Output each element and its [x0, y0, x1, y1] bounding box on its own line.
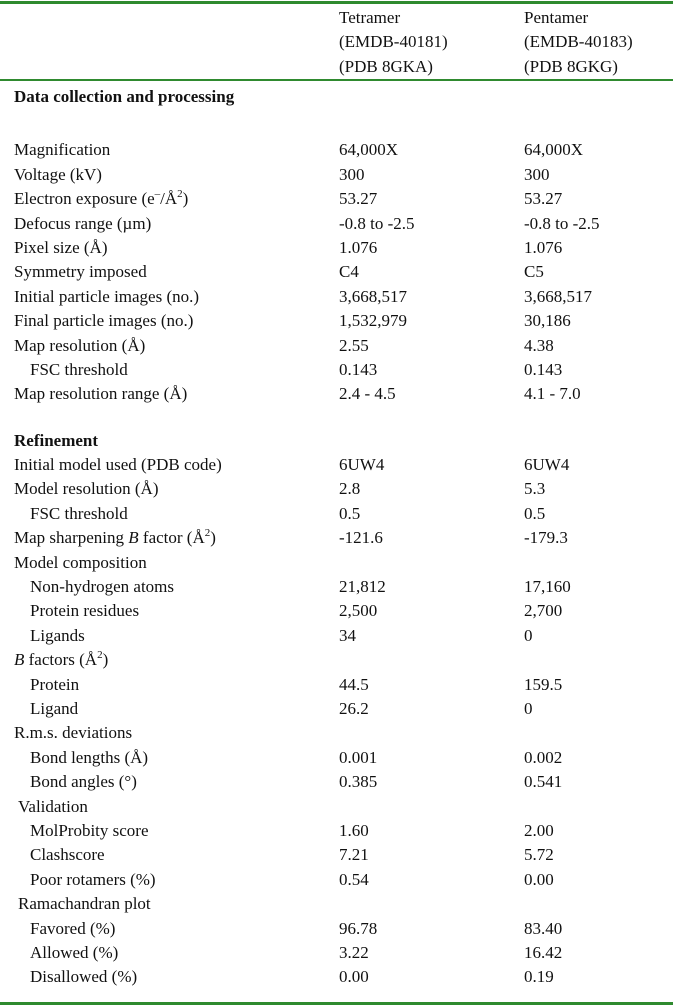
table-row	[0, 770, 673, 794]
label-text: Map sharpening	[14, 528, 129, 548]
section-heading	[14, 429, 98, 453]
table-header-rule	[0, 79, 673, 81]
row-label	[30, 917, 115, 941]
label-text: FSC threshold	[30, 503, 128, 523]
row-label	[14, 187, 188, 211]
label-text: Symmetry imposed	[14, 262, 147, 282]
row-label	[30, 843, 105, 867]
pentamer-value: 0.5	[524, 503, 546, 523]
tetramer-value: 2,500	[339, 601, 378, 621]
tetramer-value: 3,668,517	[339, 286, 407, 306]
pentamer-value: -179.3	[524, 528, 568, 548]
section-heading-row	[0, 429, 673, 453]
row-label	[14, 382, 187, 406]
tetramer-header: (PDB 8GKA)	[339, 56, 433, 76]
row-label	[14, 285, 199, 309]
label-text: Initial particle images (no.)	[14, 286, 200, 306]
label-text: Magnification	[14, 140, 111, 160]
row-label	[30, 599, 139, 623]
row-label	[14, 138, 110, 162]
pentamer-value: 17,160	[524, 577, 571, 597]
table-row	[0, 212, 673, 236]
pentamer-value: 64,000X	[524, 140, 584, 160]
table-row	[0, 453, 673, 477]
pentamer-value: -0.8 to -2.5	[524, 213, 600, 233]
pentamer-value: 16.42	[524, 942, 563, 962]
tetramer-value: 21,812	[339, 577, 386, 597]
tetramer-value: 26.2	[339, 698, 369, 718]
pentamer-value: 5.72	[524, 845, 554, 865]
pentamer-value: 4.38	[524, 335, 554, 355]
row-label	[30, 819, 149, 843]
table-row	[0, 599, 673, 623]
pentamer-value: 2,700	[524, 601, 563, 621]
table-row	[0, 138, 673, 162]
row-label	[14, 163, 102, 187]
tetramer-value: 0.385	[339, 772, 378, 792]
pentamer-value: 0.00	[524, 869, 554, 889]
pentamer-header: (PDB 8GKG)	[524, 56, 618, 76]
label-text: Clashscore	[30, 845, 105, 865]
pentamer-value: 0.541	[524, 772, 563, 792]
tetramer-value: 2.8	[339, 479, 361, 499]
tetramer-value: 300	[339, 164, 365, 184]
label-text: Ligand	[30, 698, 79, 718]
label-text: Defocus range (µm)	[14, 213, 152, 233]
label-text: Map resolution (Å)	[14, 335, 146, 355]
label-text: Model resolution (Å)	[14, 479, 159, 499]
table-row	[0, 624, 673, 648]
row-label	[14, 260, 147, 284]
row-label	[30, 868, 156, 892]
header-row	[0, 55, 673, 79]
table-row	[0, 917, 673, 941]
label-text: B	[128, 528, 139, 548]
table-row	[0, 892, 673, 916]
table-row	[0, 358, 673, 382]
tetramer-value: 1,532,979	[339, 311, 407, 331]
table-row	[0, 819, 673, 843]
row-label	[30, 965, 137, 989]
label-text: MolProbity score	[30, 820, 149, 840]
label-text: FSC threshold	[30, 359, 128, 379]
row-label	[30, 358, 128, 382]
label-text: Bond lengths (Å)	[30, 747, 149, 767]
row-label	[14, 453, 222, 477]
section-heading	[14, 85, 234, 109]
row-label	[14, 526, 216, 550]
label-text: Ligands	[30, 625, 85, 645]
label-text: Electron exposure (e	[14, 189, 155, 209]
table-body	[0, 85, 673, 990]
table-row	[0, 163, 673, 187]
pentamer-value: 3,668,517	[524, 286, 592, 306]
label-text: )	[102, 650, 109, 670]
pentamer-value: 83.40	[524, 918, 563, 938]
label-text: Bond angles (°)	[30, 772, 137, 792]
table-row	[0, 309, 673, 333]
table-row	[0, 965, 673, 989]
label-text: Poor rotamers (%)	[30, 869, 156, 889]
tetramer-value: 53.27	[339, 189, 378, 209]
table-row	[0, 334, 673, 358]
row-label	[30, 941, 118, 965]
tetramer-value: -0.8 to -2.5	[339, 213, 415, 233]
label-text: )	[210, 528, 216, 548]
pentamer-value: 6UW4	[524, 455, 570, 475]
table-row	[0, 236, 673, 260]
table-row	[0, 746, 673, 770]
label-text: Protein	[30, 674, 80, 694]
row-label	[14, 551, 147, 575]
pentamer-value: 0	[524, 625, 533, 645]
row-label	[30, 746, 148, 770]
tetramer-value: 44.5	[339, 674, 369, 694]
tetramer-value: 1.60	[339, 820, 369, 840]
table-row	[0, 648, 673, 672]
tetramer-value: 2.4 - 4.5	[339, 384, 396, 404]
row-label	[14, 334, 145, 358]
label-text: Model composition	[14, 552, 147, 572]
table-bottom-rule	[0, 1002, 673, 1005]
label-text: Initial model used (PDB code)	[14, 455, 222, 475]
pentamer-value: 0	[524, 698, 533, 718]
row-label	[30, 575, 174, 599]
pentamer-value: 0.143	[524, 359, 563, 379]
table-top-rule	[0, 1, 673, 4]
section-heading-row	[0, 85, 673, 109]
label-text: Validation	[18, 796, 88, 816]
row-label	[30, 502, 128, 526]
table-header	[0, 6, 673, 79]
pentamer-value: 0.002	[524, 747, 563, 767]
tetramer-value: 64,000X	[339, 140, 399, 160]
row-label	[14, 212, 151, 236]
pentamer-header: Pentamer	[524, 8, 589, 27]
row-label	[30, 624, 85, 648]
label-text: 2	[97, 648, 103, 661]
table-row	[0, 843, 673, 867]
label-text: 2	[177, 187, 183, 200]
label-text: Final particle images (no.)	[14, 311, 194, 331]
pentamer-value: 2.00	[524, 820, 554, 840]
pentamer-header: (EMDB-40183)	[524, 32, 633, 52]
tetramer-value: 34	[339, 625, 356, 645]
pentamer-value: 5.3	[524, 479, 546, 499]
tetramer-header: (EMDB-40181)	[339, 32, 448, 52]
row-label	[30, 697, 78, 721]
table-row	[0, 502, 673, 526]
table-row	[0, 673, 673, 697]
row-label	[18, 892, 151, 916]
pentamer-value: 53.27	[524, 189, 563, 209]
label-text: Disallowed (%)	[30, 967, 138, 987]
tetramer-value: 96.78	[339, 918, 378, 938]
tetramer-value: 6UW4	[339, 455, 385, 475]
tetramer-value: 3.22	[339, 942, 369, 962]
label-text: Voltage (kV)	[14, 164, 102, 184]
tetramer-value: 7.21	[339, 845, 369, 865]
row-label	[30, 770, 137, 794]
label-text: factors (Å	[24, 650, 98, 670]
label-text: R.m.s. deviations	[14, 723, 133, 743]
table-row	[0, 697, 673, 721]
label-text: Data collection and processing	[14, 87, 235, 106]
label-text: 2	[204, 526, 211, 539]
table-row	[0, 382, 673, 406]
tetramer-value: 1.076	[339, 237, 378, 257]
label-text: Favored (%)	[30, 918, 116, 938]
label-text: )	[182, 189, 189, 209]
label-text: –	[154, 187, 161, 200]
tetramer-header: Tetramer	[339, 8, 401, 27]
tetramer-value: 0.54	[339, 869, 369, 889]
label-text: Protein residues	[30, 601, 140, 621]
row-label	[14, 309, 193, 333]
table-row	[0, 868, 673, 892]
tetramer-value: 2.55	[339, 335, 369, 355]
tetramer-value: -121.6	[339, 528, 383, 548]
row-label	[14, 648, 108, 672]
label-text: Map resolution range (Å)	[14, 384, 188, 404]
table-row	[0, 285, 673, 309]
table-row	[0, 526, 673, 550]
label-text: Ramachandran plot	[18, 894, 151, 914]
row-label	[18, 795, 88, 819]
tetramer-value: C4	[339, 262, 359, 282]
table-row	[0, 941, 673, 965]
table-row	[0, 721, 673, 745]
spacer-row	[0, 109, 673, 138]
row-label	[30, 673, 79, 697]
label-text: factor (Å	[138, 528, 205, 548]
label-text: Non-hydrogen atoms	[30, 577, 175, 597]
tetramer-value: 0.001	[339, 747, 378, 767]
pentamer-value: C5	[524, 262, 544, 282]
header-row	[0, 6, 673, 30]
label-text: Pixel size (Å)	[14, 237, 108, 257]
tetramer-value: 0.5	[339, 503, 361, 523]
label-text: /Å	[160, 189, 178, 209]
pentamer-value: 4.1 - 7.0	[524, 384, 581, 404]
label-text: Refinement	[14, 430, 99, 450]
header-row	[0, 30, 673, 54]
pentamer-value: 1.076	[524, 237, 563, 257]
row-label	[14, 477, 158, 501]
table-row	[0, 551, 673, 575]
spacer-row	[0, 407, 673, 429]
table-row	[0, 187, 673, 211]
tetramer-value: 0.00	[339, 967, 369, 987]
tetramer-value: 0.143	[339, 359, 378, 379]
table-row	[0, 795, 673, 819]
row-label	[14, 721, 132, 745]
table-row	[0, 575, 673, 599]
table-row	[0, 260, 673, 284]
table-row	[0, 477, 673, 501]
label-text: B	[14, 650, 25, 670]
label-text: Allowed (%)	[30, 942, 119, 962]
pentamer-value: 30,186	[524, 311, 571, 331]
row-label	[14, 236, 107, 260]
pentamer-value: 300	[524, 164, 550, 184]
pentamer-value: 159.5	[524, 674, 563, 694]
pentamer-value: 0.19	[524, 967, 554, 987]
